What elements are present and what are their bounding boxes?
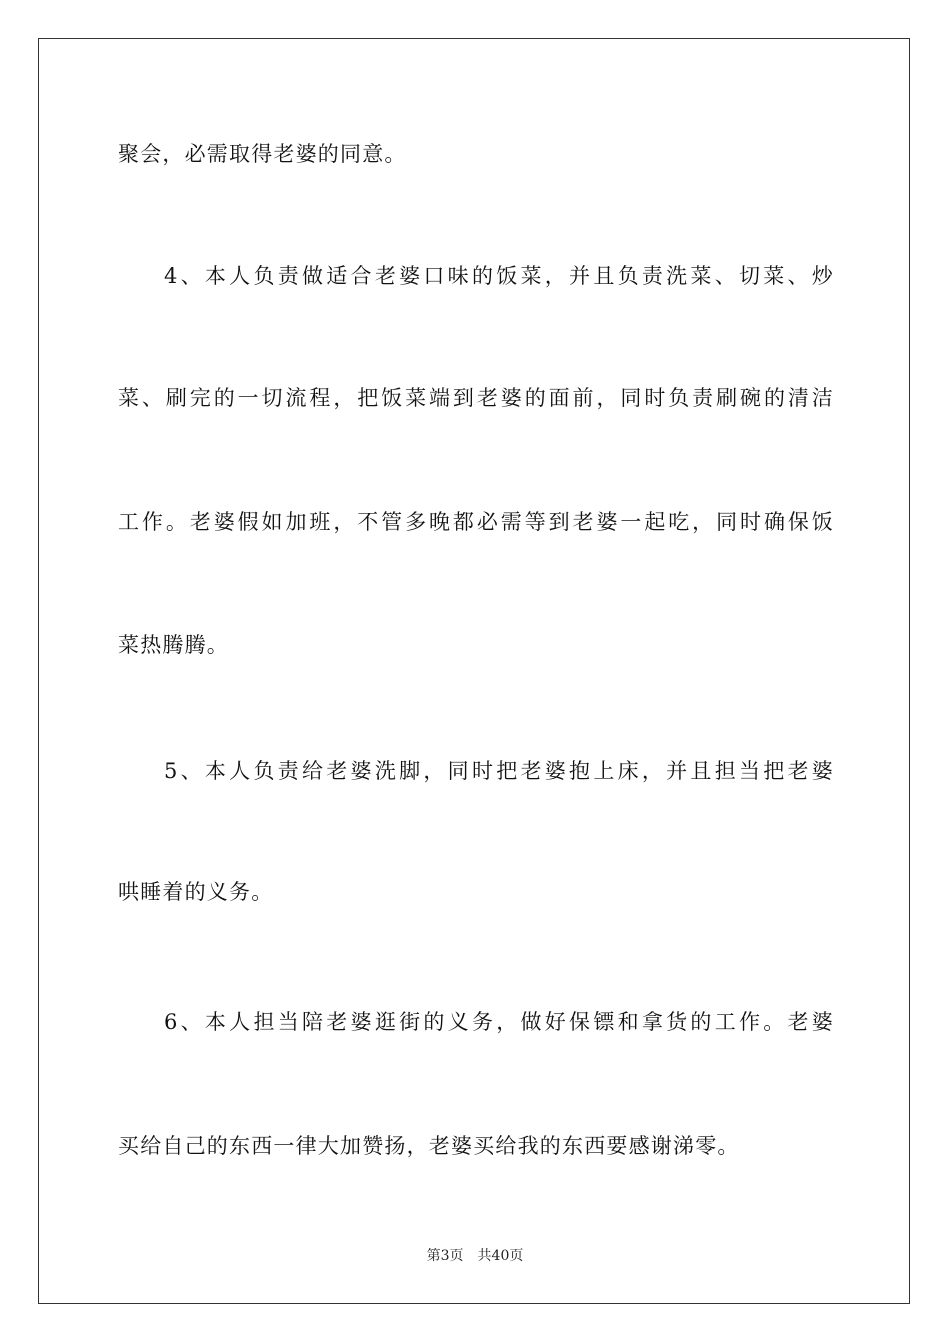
- text-line-7: 哄睡着的义务。: [118, 880, 274, 904]
- page-frame: [38, 38, 910, 1304]
- text-line-9: 买给自己的东西一律大加赞扬，老婆买给我的东西要感谢涕零。: [118, 1134, 740, 1158]
- text-line-4: 工作。老婆假如加班，不管多晚都必需等到老婆一起吃，同时确保饭: [118, 510, 834, 534]
- text-line-2: 4、本人负责做适合老婆口味的饭菜，并且负责洗菜、切菜、炒: [164, 264, 834, 288]
- text-line-3: 菜、刷完的一切流程，把饭菜端到老婆的面前，同时负责刷碗的清洁: [118, 386, 834, 410]
- text-line-1: 聚会，必需取得老婆的同意。: [118, 142, 407, 166]
- text-line-8: 6、本人担当陪老婆逛街的义务，做好保镖和拿货的工作。老婆: [164, 1010, 834, 1034]
- text-line-5: 菜热腾腾。: [118, 633, 229, 657]
- page-number-footer: 第3页 共40页: [426, 1248, 524, 1264]
- text-line-6: 5、本人负责给老婆洗脚，同时把老婆抱上床，并且担当把老婆: [164, 759, 834, 783]
